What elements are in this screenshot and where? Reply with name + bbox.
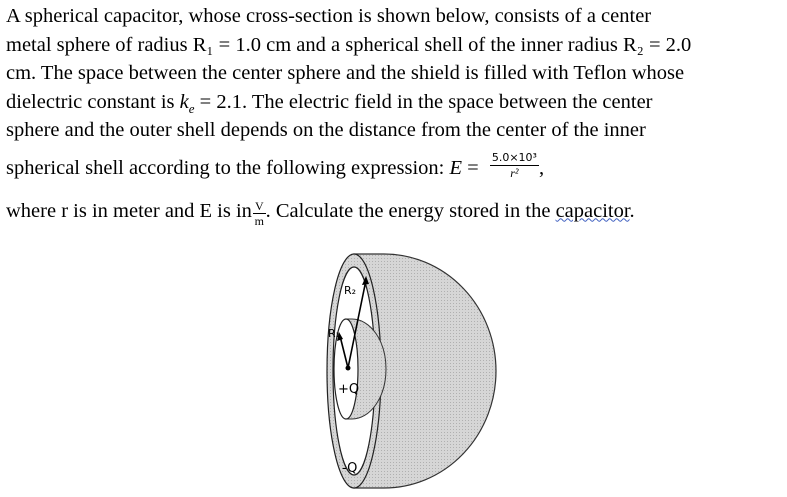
problem-line-1: A spherical capacitor, whose cross-section is shown below, consists of a center xyxy=(6,5,652,27)
line-7-start: where r is in meter and E is in xyxy=(6,199,252,222)
label-r1: R₁ xyxy=(328,327,341,340)
capacitor-svg xyxy=(300,246,500,492)
line-6-end: , xyxy=(538,156,545,179)
problem-line-4 xyxy=(6,88,786,117)
line-7-end: . xyxy=(629,199,635,222)
unit-fraction xyxy=(253,199,266,228)
field-fraction xyxy=(490,151,539,180)
field-denominator: r² xyxy=(510,166,519,181)
spellcheck-word: capacitor xyxy=(555,199,630,222)
capacitor-diagram xyxy=(300,246,500,492)
line-4-end: = 2.1. The electric field in the space between the center xyxy=(194,90,653,113)
equals-sign: = xyxy=(462,156,484,179)
label-plus-q: +Q xyxy=(338,382,360,397)
label-minus-q: -Q xyxy=(342,461,358,476)
problem-line-5: sphere and the outer shell depends on the distance from the center of the inner xyxy=(6,119,646,141)
dielectric-symbol: $k_e$ xyxy=(179,90,195,116)
unit-numerator: V xyxy=(254,199,264,214)
line-6-start: spherical shell according to the following expression: xyxy=(6,156,450,179)
field-symbol: E xyxy=(449,156,463,179)
line-4-start: dielectric constant is xyxy=(6,90,180,113)
line-7-middle: . Calculate the energy stored in the xyxy=(265,199,556,222)
label-r2: R₂ xyxy=(344,284,357,297)
unit-denominator: m xyxy=(254,214,264,229)
field-numerator: 5.0×10³ xyxy=(491,151,537,165)
problem-line-3: cm. The space between the center sphere and the shield is filled with Teflon whose xyxy=(6,62,685,84)
problem-line-2: metal sphere of radius R₁ = 1.0 cm and a spherical shell of the inner radius R₂ = 2.0 xyxy=(6,33,692,56)
problem-text xyxy=(6,2,786,231)
center-dot xyxy=(346,366,351,371)
problem-line-6 xyxy=(6,145,786,191)
problem-line-7 xyxy=(6,191,786,231)
